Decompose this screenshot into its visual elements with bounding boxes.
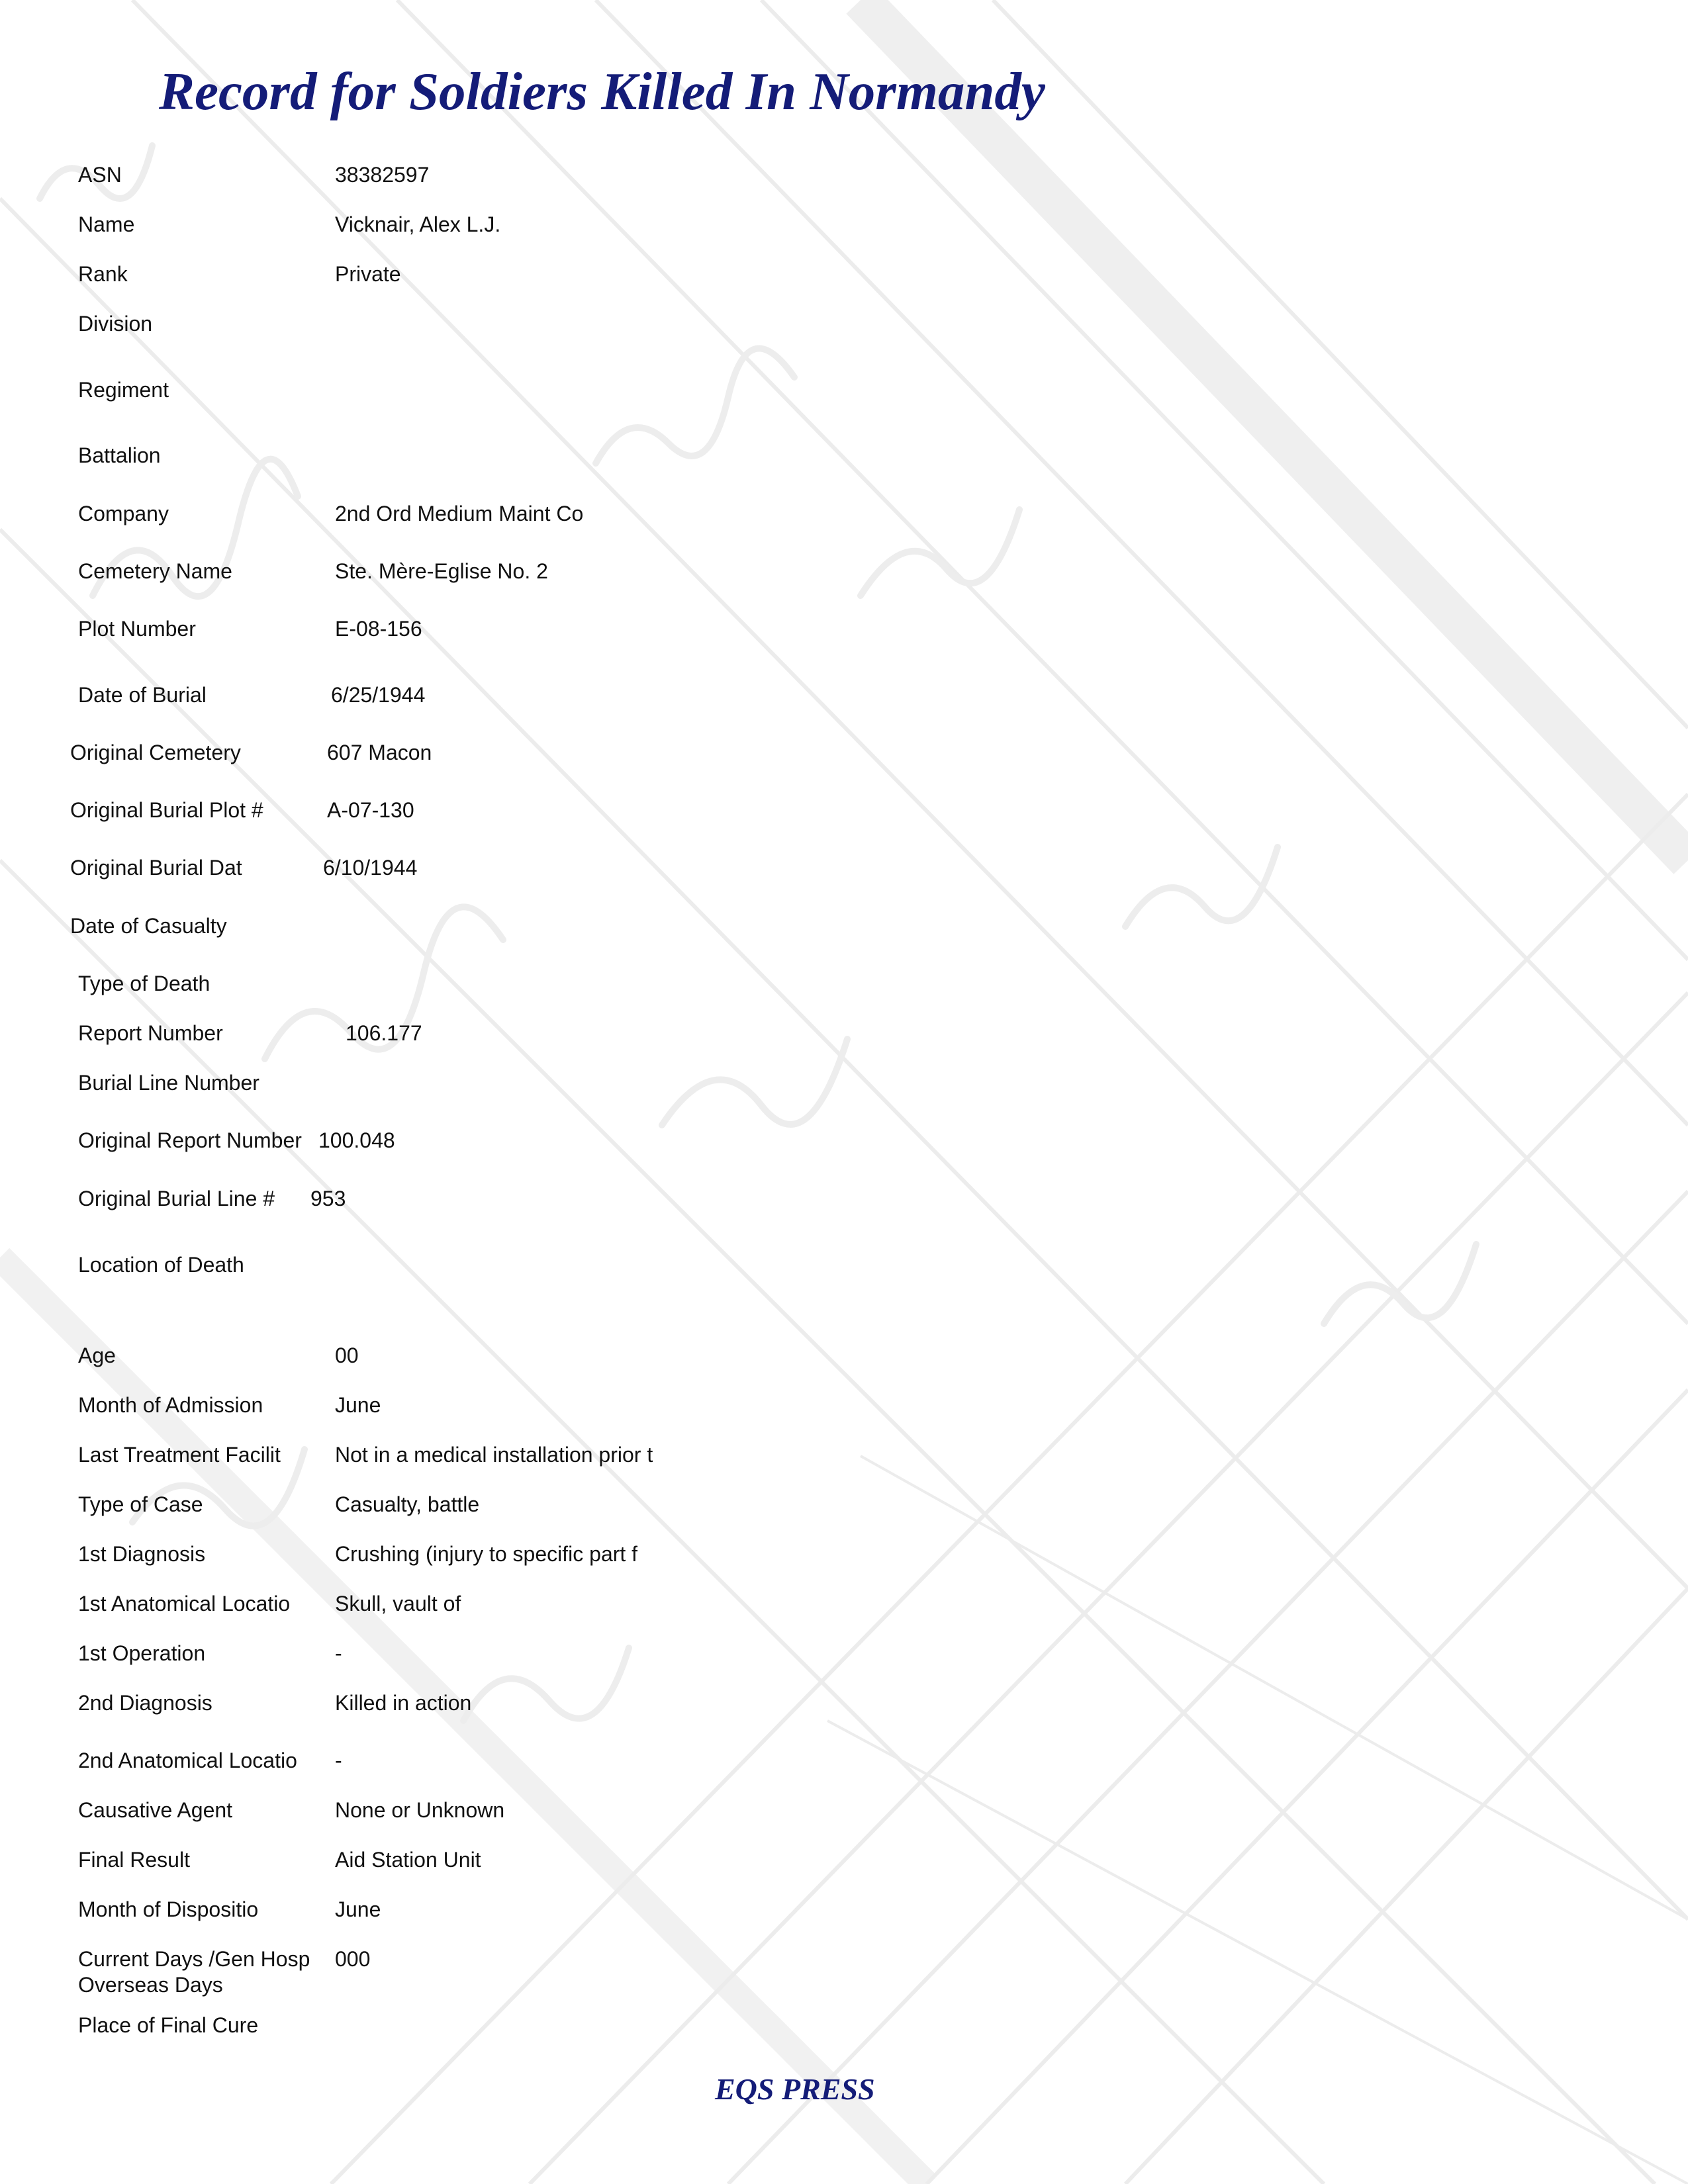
field-label: Company <box>78 502 169 525</box>
field-label: Location of Death <box>78 1253 244 1277</box>
field-value: 6/25/1944 <box>331 683 426 707</box>
field-value: Not in a medical installation prior t <box>335 1443 653 1467</box>
field-label: Last Treatment Facilit <box>78 1443 281 1467</box>
field-value: Private <box>335 262 401 286</box>
field-label: 1st Diagnosis <box>78 1542 206 1566</box>
field-label: Month of Dispositio <box>78 1897 259 1921</box>
field-label: 2nd Diagnosis <box>78 1691 212 1715</box>
field-label: 1st Operation <box>78 1641 206 1665</box>
field-label: Original Report Number <box>78 1128 302 1152</box>
field-label: Original Burial Plot # <box>70 798 263 822</box>
page-title: Record for Soldiers Killed In Normandy <box>159 62 1045 121</box>
field-label: Overseas Days <box>78 1973 223 1997</box>
field-label: Place of Final Cure <box>78 2013 259 2037</box>
field-value: - <box>335 1749 342 1772</box>
field-label: Type of Death <box>78 972 211 995</box>
field-label: Original Burial Dat <box>70 856 242 880</box>
field-value: 00 <box>335 1343 359 1367</box>
field-value: 607 Macon <box>327 741 432 764</box>
field-value: E-08-156 <box>335 617 422 641</box>
field-value: 100.048 <box>318 1128 395 1152</box>
field-value: 953 <box>310 1187 346 1210</box>
field-label: Name <box>78 212 135 236</box>
field-label: Burial Line Number <box>78 1071 259 1095</box>
field-label: ASN <box>78 163 122 187</box>
publisher-footer: EQS PRESS <box>715 2072 875 2106</box>
field-label: Final Result <box>78 1848 190 1872</box>
field-label: Date of Burial <box>78 683 207 707</box>
field-value: Vicknair, Alex L.J. <box>335 212 501 236</box>
field-label: Division <box>78 312 153 336</box>
field-label: Battalion <box>78 443 161 467</box>
field-value: Skull, vault of <box>335 1592 461 1615</box>
field-label: Cemetery Name <box>78 559 232 583</box>
field-label: Type of Case <box>78 1492 203 1516</box>
field-label: Age <box>78 1343 116 1367</box>
field-value: Aid Station Unit <box>335 1848 481 1872</box>
field-label: Original Cemetery <box>70 741 241 764</box>
field-value: - <box>335 1641 342 1665</box>
field-value: Casualty, battle <box>335 1492 480 1516</box>
field-value: 000 <box>335 1947 371 1971</box>
field-label: Regiment <box>78 378 169 402</box>
field-label: Original Burial Line # <box>78 1187 275 1210</box>
field-label: Causative Agent <box>78 1798 233 1822</box>
field-value: Killed in action <box>335 1691 472 1715</box>
field-value: Ste. Mère-Eglise No. 2 <box>335 559 548 583</box>
field-label: Date of Casualty <box>70 914 227 938</box>
field-label: 2nd Anatomical Locatio <box>78 1749 297 1772</box>
field-label: Report Number <box>78 1021 223 1045</box>
field-value: 106.177 <box>346 1021 422 1045</box>
field-value: A-07-130 <box>327 798 414 822</box>
field-value: 38382597 <box>335 163 430 187</box>
field-value: None or Unknown <box>335 1798 505 1822</box>
field-label: Current Days /Gen Hosp <box>78 1947 310 1971</box>
field-value: Crushing (injury to specific part f <box>335 1542 638 1566</box>
field-label: Plot Number <box>78 617 196 641</box>
field-value: June <box>335 1393 381 1417</box>
field-value: 6/10/1944 <box>323 856 418 880</box>
field-label: Rank <box>78 262 128 286</box>
field-value: June <box>335 1897 381 1921</box>
field-value: 2nd Ord Medium Maint Co <box>335 502 584 525</box>
field-label: Month of Admission <box>78 1393 263 1417</box>
field-label: 1st Anatomical Locatio <box>78 1592 291 1615</box>
